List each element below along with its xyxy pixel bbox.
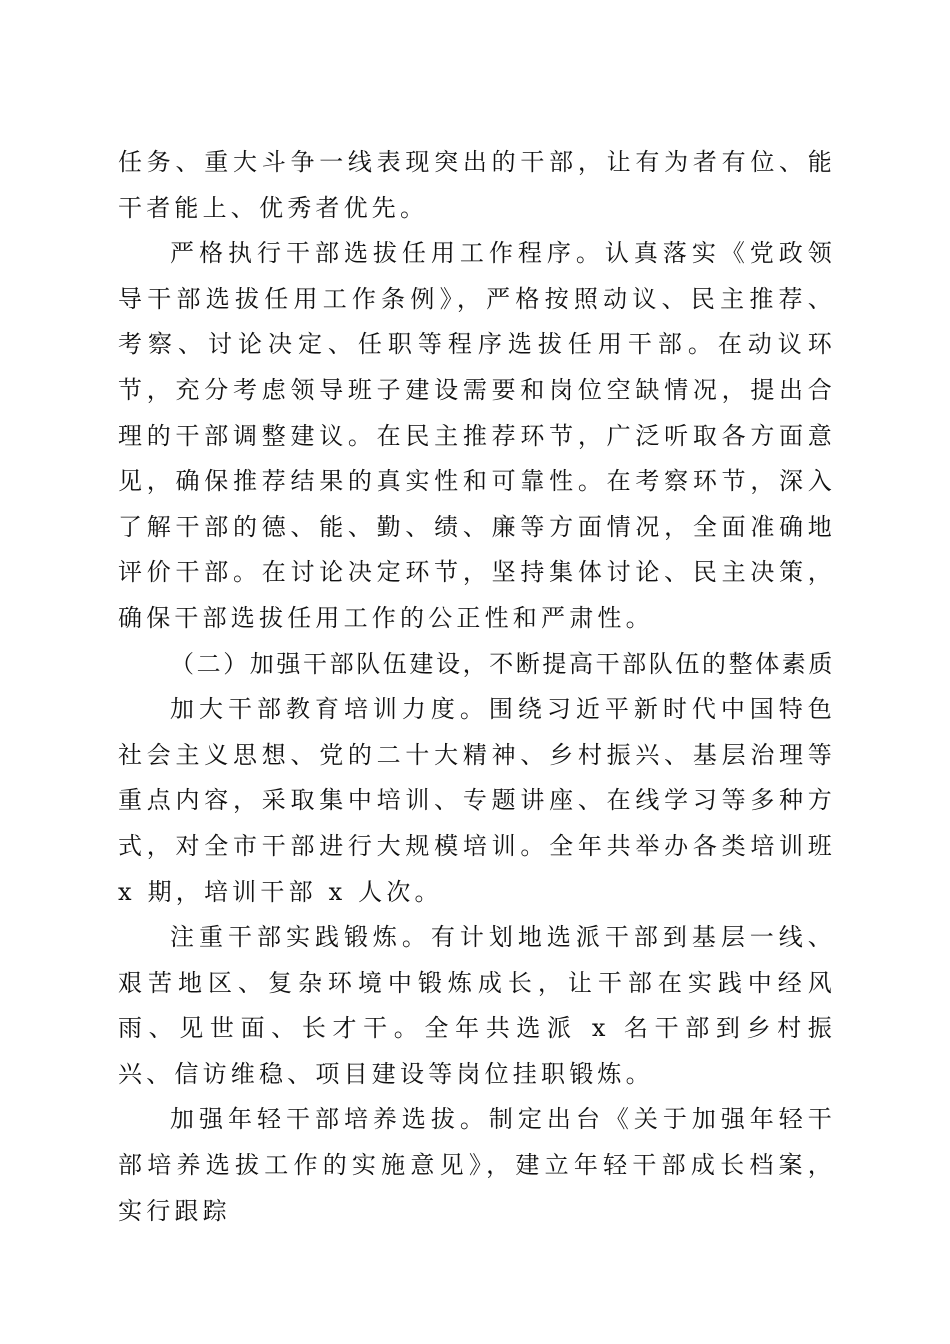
section-heading-2: （二）加强干部队伍建设，不断提高干部队伍的整体素质 (170, 649, 835, 678)
paragraph-practice: 注重干部实践锻炼。有计划地选派干部到基层一线、艰苦地区、复杂环境中锻炼成长，让干部在实践中经风雨、见世面、长才干。全年共选派 x 名干部到乡村振兴、信访维稳、项目建设等岗位挂职锻炼。 (118, 923, 836, 1088)
paragraph-training: 加大干部教育培训力度。围绕习近平新时代中国特色社会主义思想、党的二十大精神、乡村振兴、基层治理等重点内容，采取集中培训、专题讲座、在线学习等多种方式，对全市干部进行大规模培训。全年共举办各类培训班 x 期，培训干部 x 人次。 (118, 695, 836, 906)
paragraph-young-cadres: 加强年轻干部培养选拔。制定出台《关于加强年轻干部培养选拔工作的实施意见》，建立年轻干部成长档案，实行跟踪 (118, 1105, 836, 1225)
document-body (118, 140, 836, 1234)
paragraph-selection-procedure: 严格执行干部选拔任用工作程序。认真落实《党政领导干部选拔任用工作条例》，严格按照动议、民主推荐、考察、讨论决定、任职等程序选拔任用干部。在动议环节，充分考虑领导班子建设需要和岗位空缺情况，提出合理的干部调整建议。在民主推荐环节，广泛听取各方面意见，确保推荐结果的真实性和可靠性。在考察环节，深入了解干部的德、能、勤、绩、廉等方面情况，全面准确地评价干部。在讨论决定环节，坚持集体讨论、民主决策，确保干部选拔任用工作的公正性和严肃性。 (118, 239, 836, 632)
paragraph-continuation: 任务、重大斗争一线表现突出的干部，让有为者有位、能干者能上、优秀者优先。 (118, 148, 836, 222)
